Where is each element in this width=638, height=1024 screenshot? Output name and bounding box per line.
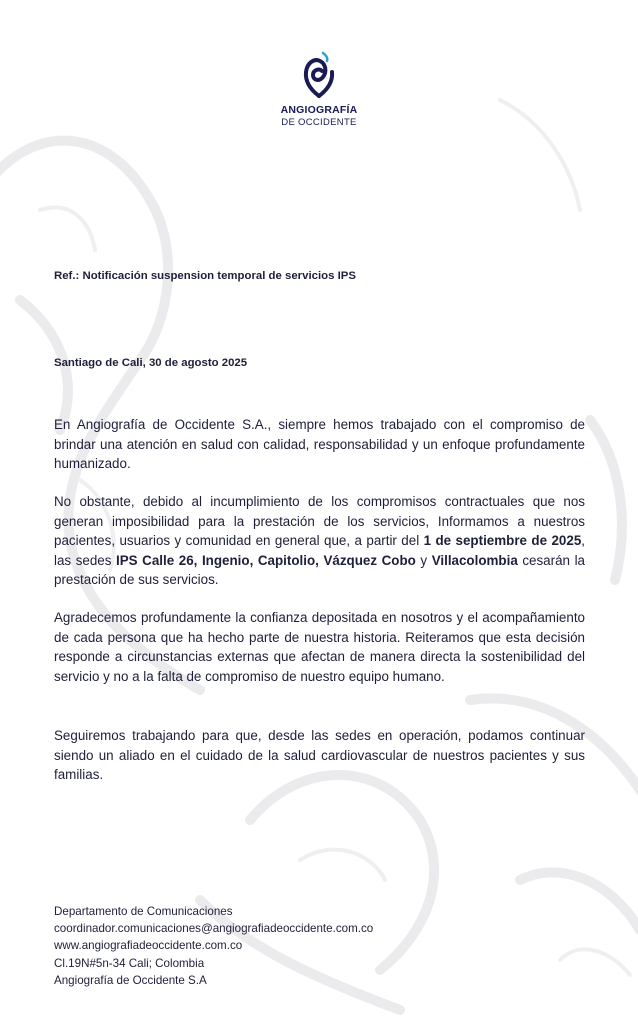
paragraph-1: En Angiografía de Occidente S.A., siempre hemos trabajado con el compromiso de brindar una atención en salud con calidad, responsabilidad y un enfoque profundamente humanizado. bbox=[54, 417, 585, 471]
paragraph-2-text-4: cesarán la prestación de sus servicios. bbox=[54, 552, 585, 587]
company-logo bbox=[0, 50, 638, 128]
paragraph-2-text-2: , las sedes bbox=[54, 533, 585, 568]
footer-company: Angiografía de Occidente S.A bbox=[54, 973, 207, 987]
paragraph-2 bbox=[54, 492, 585, 590]
paragraph-4: Seguiremos trabajando para que, desde las sedes en operación, podamos continuar siendo un aliado en el cuidado de la salud cardiovascular de nuestros pacientes y sus familias. bbox=[54, 728, 585, 782]
heart-logo-icon bbox=[301, 50, 337, 100]
paragraph-2-text-3: y bbox=[415, 552, 432, 568]
paragraph-2-text-1: No obstante, debido al incumplimiento de los compromisos contractuales que nos generan imposibilidad para la prestación de los servicios, Informamos a nuestros pacientes, usuarios y comunidad en general que, a partir del bbox=[54, 494, 585, 548]
reference-line: Ref.: Notificación suspension temporal de servicios IPS bbox=[54, 270, 356, 282]
closing-sites: IPS Calle 26, Ingenio, Capitolio, Vázquez Cobo bbox=[116, 552, 416, 568]
footer-department: Departamento de Comunicaciones bbox=[54, 905, 233, 918]
date-line: Santiago de Cali, 30 de agosto 2025 bbox=[54, 357, 248, 369]
closing-site-villacolombia: Villacolombia bbox=[431, 552, 518, 568]
paragraph-3: Agradecemos profundamente la confianza depositada en nosotros y el acompañamiento de cada persona que ha hecho parte de nuestra historia. Reiteramos que esta decisión responde a circunstancias externas que afectan de manera directa la sostenibilidad del servicio y no a la falta de compromiso de nuestro equipo humano. bbox=[54, 610, 585, 684]
start-date: 1 de septiembre de 2025 bbox=[423, 533, 582, 548]
footer-email[interactable]: coordinador.comunicaciones@angiografiadeoccidente.com.co bbox=[54, 922, 374, 936]
footer-website[interactable]: www.angiografiadeoccidente.com.co bbox=[54, 939, 243, 953]
footer-contact bbox=[54, 903, 373, 989]
footer-address: Cl.19N#5n-34 Cali; Colombia bbox=[54, 956, 205, 970]
logo-subtitle: DE OCCIDENTE bbox=[281, 117, 357, 128]
logo-name: ANGIOGRAFÍA bbox=[280, 104, 358, 116]
